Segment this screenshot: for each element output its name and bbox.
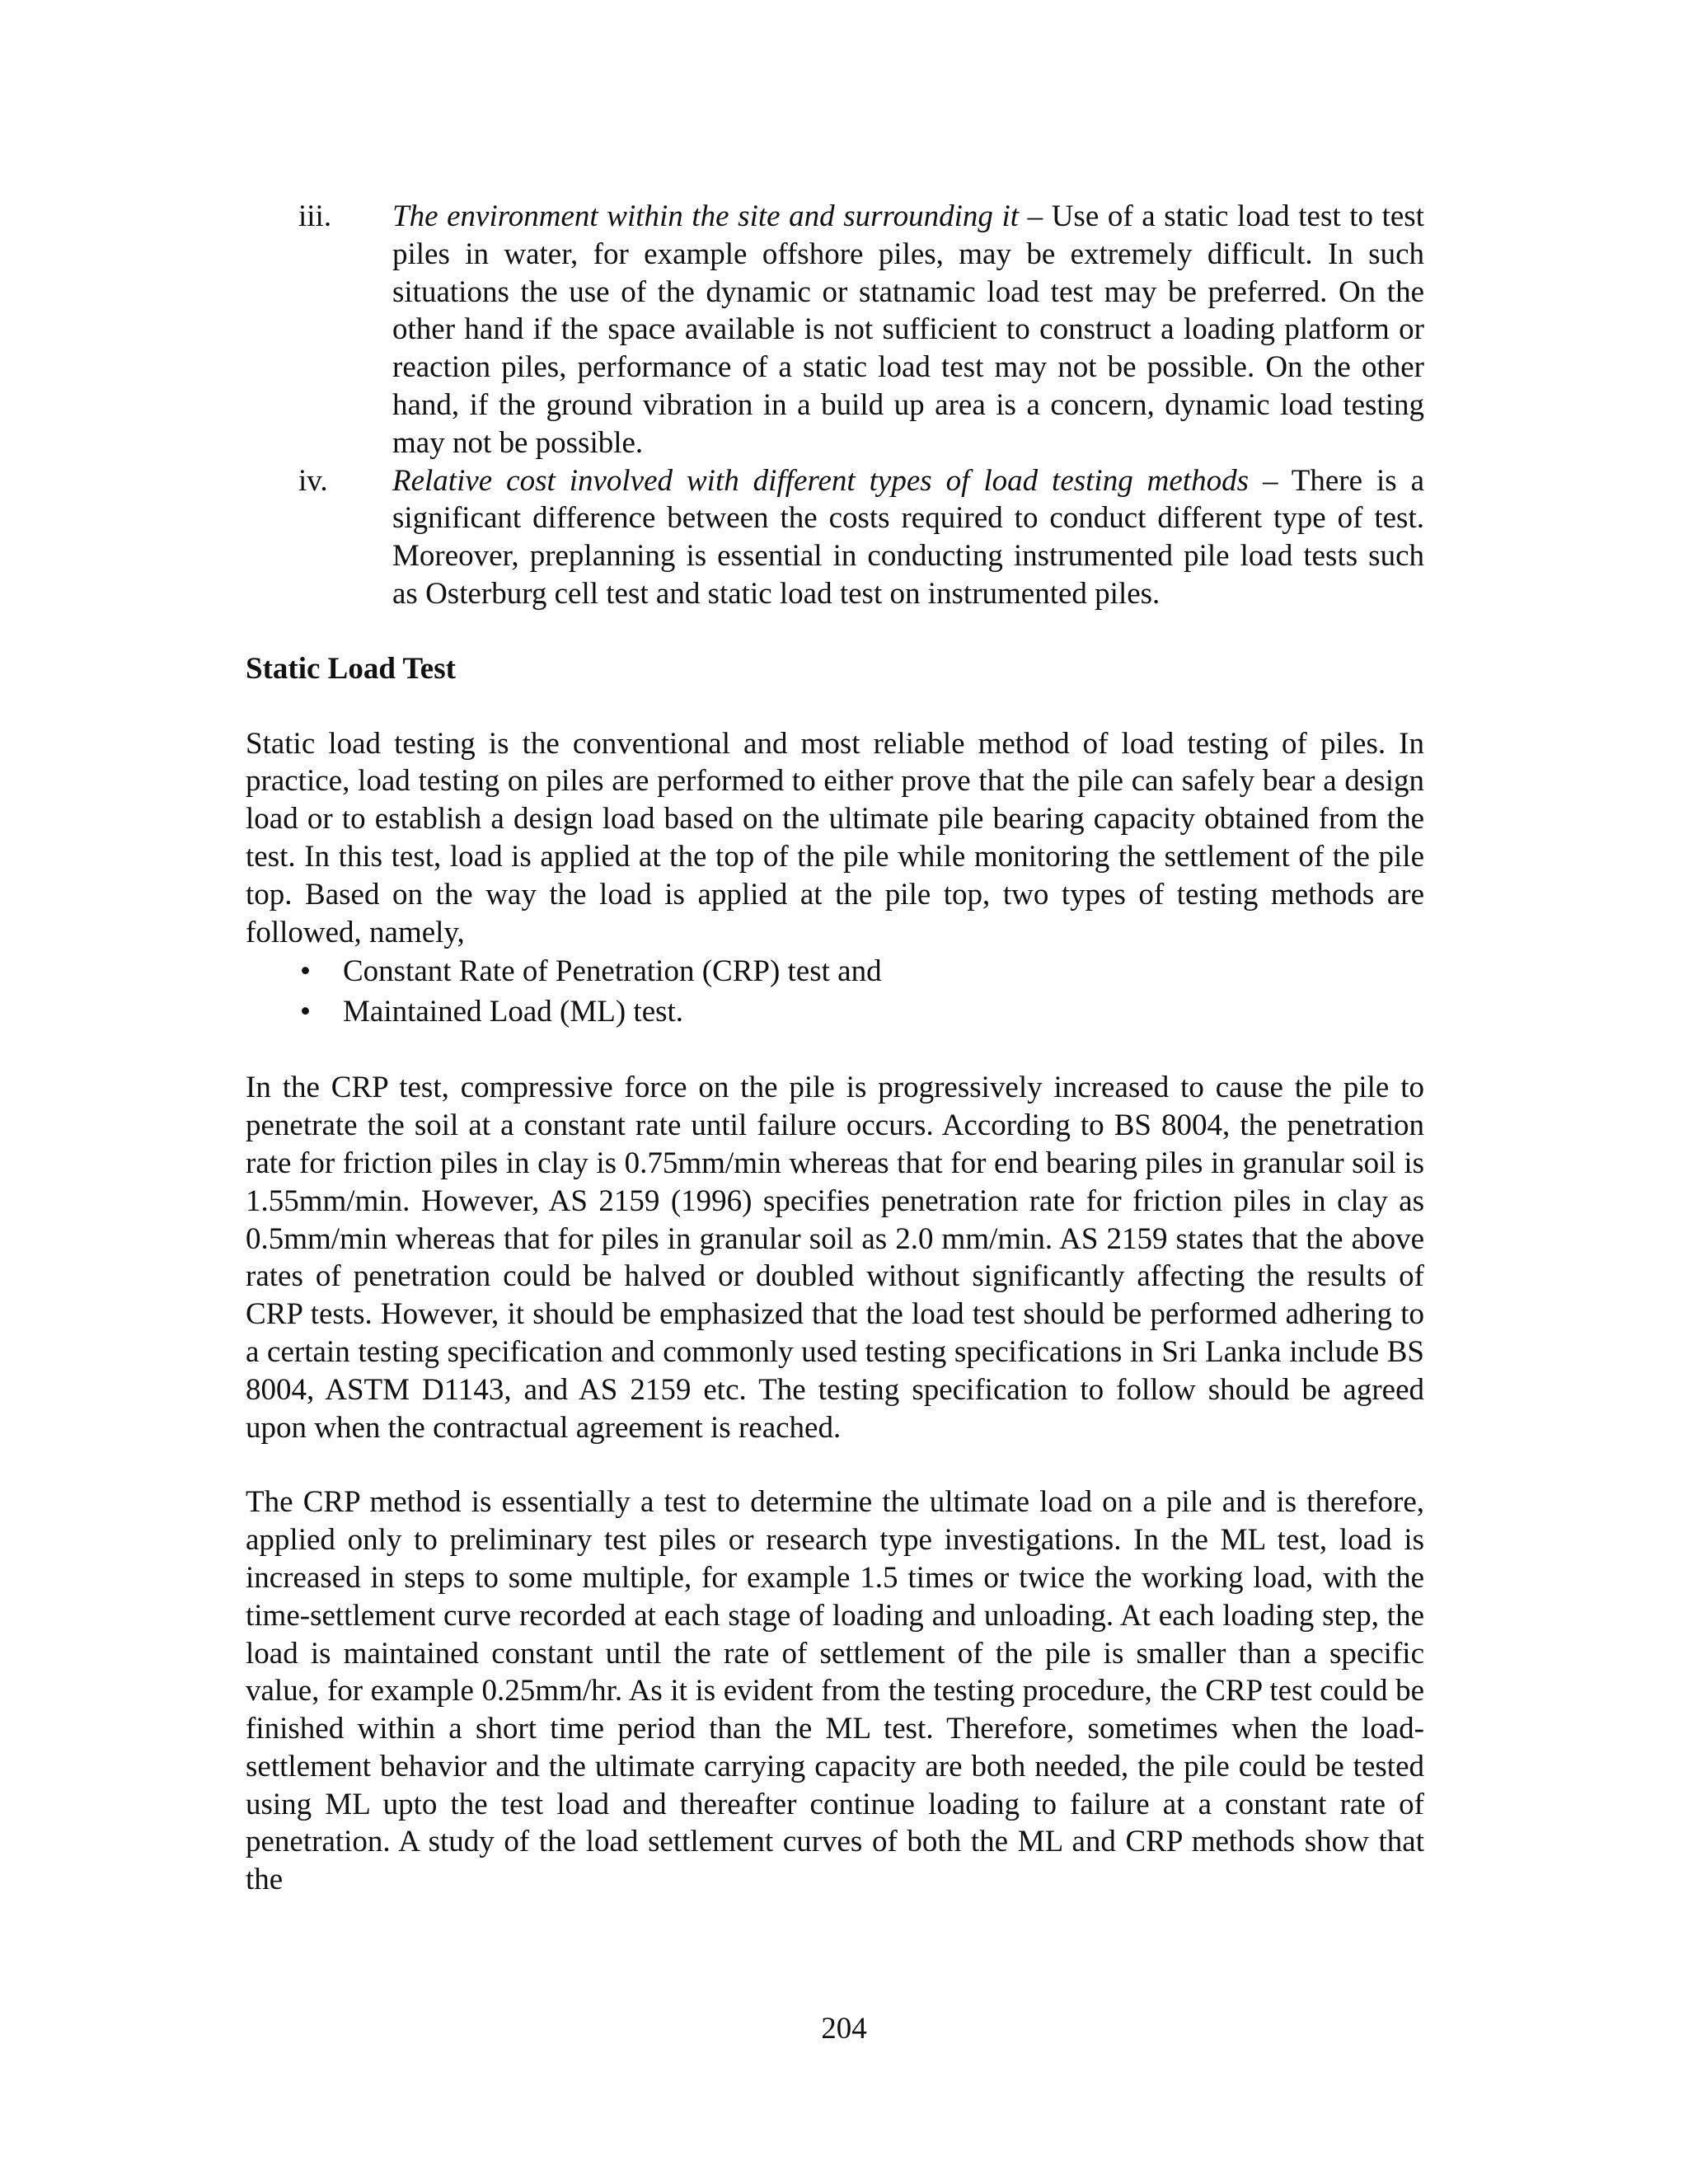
test-method-list (246, 951, 1424, 1032)
document-page (246, 198, 1424, 1899)
list-item-lead: The environment within the site and surrounding it (392, 199, 1020, 233)
list-item (246, 951, 1424, 991)
paragraph-crp-vs-ml: The CRP method is essentially a test to determine the ultimate load on a pile and is therefore, applied only to preliminary test piles or research type investigations. In the ML test, load is increased in steps to some multiple, for example 1.5 times or twice the working load, with the time-settlement curve recorded at each stage of loading and unloading. At each loading step, the load is maintained constant until the rate of settlement of the pile is smaller than a specific value, for example 0.25mm/hr. As it is evident from the testing procedure, the CRP test could be finished within a short time period than the ML test. Therefore, sometimes when the load-settlement behavior and the ultimate carrying capacity are both needed, the pile could be tested using ML upto the test load and thereafter continue loading to failure at a constant rate of penetration. A study of the load settlement curves of both the ML and CRP methods show that the (246, 1485, 1424, 1897)
list-item-iv (246, 462, 1424, 613)
bullet-text: Maintained Load (ML) test. (343, 995, 684, 1029)
section-heading: Static Load Test (246, 651, 456, 686)
list-item (246, 991, 1424, 1032)
list-item-text: – There is a significant difference between the costs required to conduct different type of test. Moreover, preplanning is essential in conducting instrumented pile load tests such as Osterburg cell test and static load test on instrumented piles. (392, 463, 1425, 611)
paragraph-crp-test: In the CRP test, compressive force on the pile is progressively increased to cause the pile to penetrate the soil at a constant rate until failure occurs. According to BS 8004, the penetration rate for friction piles in clay is 0.75mm/min whereas that for end bearing piles in granular soil is 1.55mm/min. However, AS 2159 (1996) specifies penetration rate for friction piles in clay as 0.5mm/min whereas that for piles in granular soil as 2.0 mm/min. AS 2159 states that the above rates of penetration could be halved or doubled without significantly affecting the results of CRP tests. However, it should be emphasized that the load test should be performed adhering to a certain testing specification and commonly used testing specifications in Sri Lanka include BS 8004, ASTM D1143, and AS 2159 etc. The testing specification to follow should be agreed upon when the contractual agreement is reached. (246, 1071, 1424, 1445)
bullet-text: Constant Rate of Penetration (CRP) test and (343, 954, 882, 989)
list-number: iv. (298, 463, 328, 498)
bullet-icon: • (300, 954, 311, 989)
list-number: iii. (298, 199, 332, 233)
paragraph-static-load-intro: Static load testing is the conventional and most reliable method of load testing of piles. In practice, load testing on piles are performed to either prove that the pile can safely bear a design load or to establish a design load based on the ultimate pile bearing capacity obtained from the test. In this test, load is applied at the top of the pile while monitoring the settlement of the pile top. Based on the way the load is applied at the pile top, two types of testing methods are followed, namely, (246, 726, 1424, 949)
list-item-iii (246, 198, 1424, 462)
list-item-lead: Relative cost involved with different types of load testing methods (392, 463, 1249, 498)
list-item-text: – Use of a static load test to test piles in water, for example offshore piles, may be extremely difficult. In such situations the use of the dynamic or statnamic load test may be preferred. On the other hand if the space available is not sufficient to construct a loading platform or reaction piles, performance of a static load test may not be possible. On the other hand, if the ground vibration in a build up area is a concern, dynamic load testing may not be possible. (392, 199, 1424, 460)
bullet-icon: • (300, 995, 311, 1029)
page-number: 204 (821, 2012, 867, 2046)
